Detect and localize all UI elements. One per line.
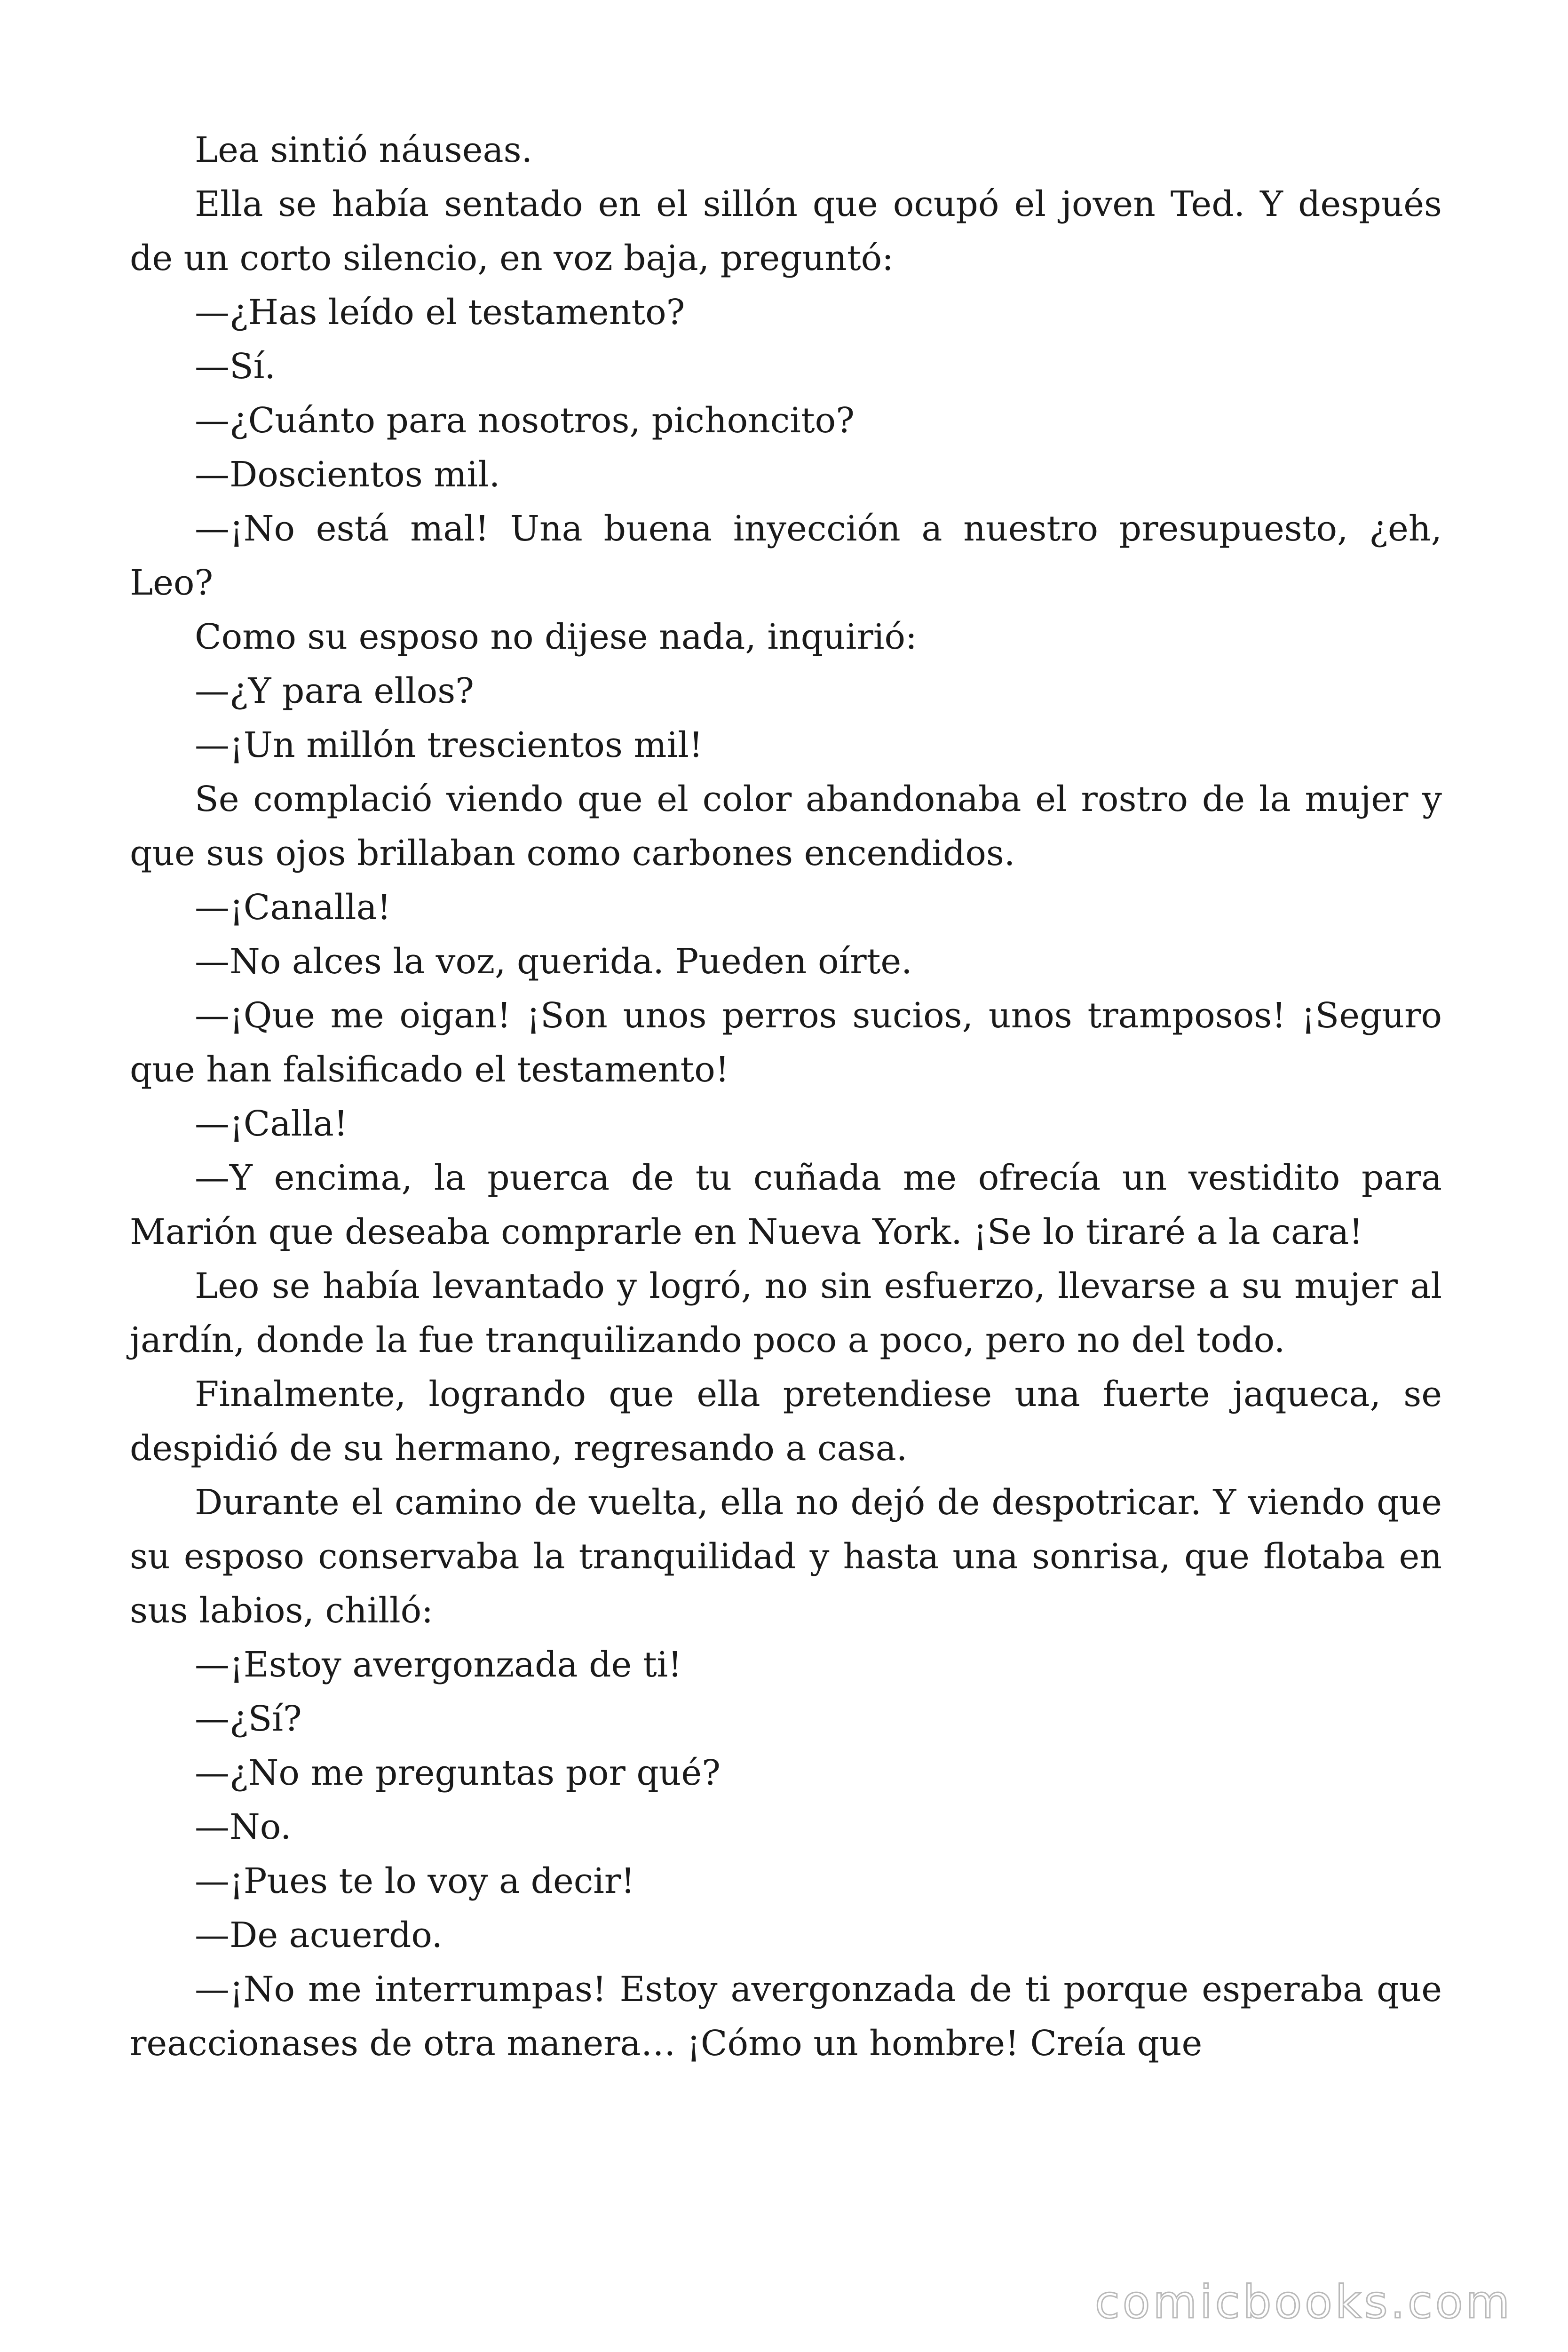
paragraph: —Doscientos mil. <box>195 454 500 495</box>
paragraph: —¡No está mal! Una buena inyección a nuestro presupuesto, ¿eh, Leo? <box>130 509 1442 603</box>
paragraph: —¡Canalla! <box>195 887 391 928</box>
paragraph: —¡Calla! <box>195 1104 348 1144</box>
paragraph: Se complació viendo que el color abandonaba el rostro de la mujer y que sus ojos brillaban como carbones encendidos. <box>130 779 1442 874</box>
paragraph: Finalmente, logrando que ella pretendiese una fuerte jaqueca, se despidió de su hermano, regresando a casa. <box>130 1374 1442 1469</box>
body-text <box>130 123 1442 2071</box>
paragraph: Ella se había sentado en el sillón que ocupó el joven Ted. Y después de un corto silencio, en voz baja, preguntó: <box>130 184 1442 278</box>
paragraph: Lea sintió náuseas. <box>195 130 533 170</box>
watermark: comicbooks.com <box>1094 2276 1513 2328</box>
paragraph: —¿Y para ellos? <box>195 671 474 711</box>
paragraph: —No. <box>195 1807 292 1847</box>
paragraph: —De acuerdo. <box>195 1915 443 1955</box>
paragraph: —¡Estoy avergonzada de ti! <box>195 1645 682 1685</box>
paragraph: —¿Sí? <box>195 1699 302 1739</box>
paragraph: Como su esposo no dijese nada, inquirió: <box>195 617 917 657</box>
paragraph: —¿No me preguntas por qué? <box>195 1753 721 1793</box>
paragraph: —¡Pues te lo voy a decir! <box>195 1861 635 1901</box>
paragraph: —Y encima, la puerca de tu cuñada me ofrecía un vestidito para Marión que deseaba comprarle en Nueva York. ¡Se lo tiraré a la cara! <box>130 1158 1442 1252</box>
paragraph: —¡Que me oigan! ¡Son unos perros sucios, unos tramposos! ¡Seguro que han falsificado el testamento! <box>130 995 1442 1090</box>
paragraph: —¿Has leído el testamento? <box>195 292 685 333</box>
paragraph: —¿Cuánto para nosotros, pichoncito? <box>195 400 855 441</box>
paragraph: Durante el camino de vuelta, ella no dejó de despotricar. Y viendo que su esposo conservaba la tranquilidad y hasta una sonrisa, que flotaba en sus labios, chilló: <box>130 1482 1442 1631</box>
paragraph: —¡No me interrumpas! Estoy avergonzada de ti porque esperaba que reaccionases de otra manera… ¡Cómo un hombre! Creía que <box>130 1969 1442 2064</box>
paragraph: —No alces la voz, querida. Pueden oírte. <box>195 941 912 982</box>
paragraph: —Sí. <box>195 346 276 387</box>
paragraph: Leo se había levantado y logró, no sin esfuerzo, llevarse a su mujer al jardín, donde la fue tranquilizando poco a poco, pero no del todo. <box>130 1266 1442 1360</box>
paragraph: —¡Un millón trescientos mil! <box>195 725 703 765</box>
